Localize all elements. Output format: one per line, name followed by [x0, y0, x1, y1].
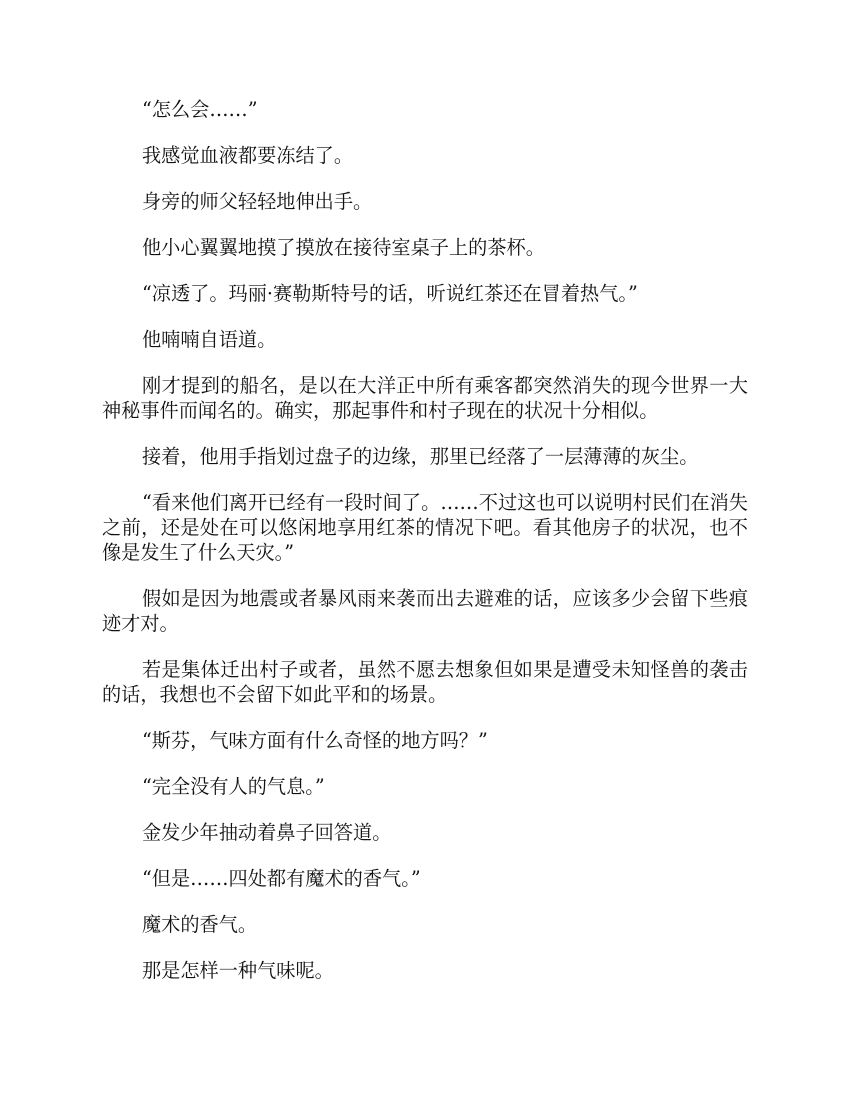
paragraph: 假如是因为地震或者暴风雨来袭而出去避难的话，应该多少会留下些痕迹才对。 — [102, 587, 748, 635]
paragraph: “怎么会……” — [142, 98, 258, 121]
paragraph: 金发少年抽动着鼻子回答道。 — [142, 821, 392, 844]
paragraph: 身旁的师父轻轻地伸出手。 — [142, 190, 373, 213]
paragraph: 他小心翼翼地摸了摸放在接待室桌子上的茶杯。 — [142, 236, 545, 259]
paragraph: “凉透了。玛丽·赛勒斯特号的话，听说红茶还在冒着热气。” — [142, 282, 638, 305]
paragraph: “完全没有人的气息。” — [142, 775, 325, 798]
paragraph: 我感觉血液都要冻结了。 — [142, 144, 354, 167]
paragraph: “看来他们离开已经有一段时间了。……不过这也可以说明村民们在消失之前，还是处在可以悠闲地享用红茶的情况下吧。看其他房子的状况，也不像是发生了什么天灾。” — [102, 491, 748, 564]
document-body — [102, 97, 748, 1004]
paragraph: 他喃喃自语道。 — [142, 328, 277, 351]
paragraph: 魔术的香气。 — [142, 913, 258, 936]
paragraph: 若是集体迁出村子或者，虽然不愿去想象但如果是遭受未知怪兽的袭击的话，我想也不会留下如此平和的场景。 — [102, 658, 748, 706]
paragraph: 那是怎样一种气味呢。 — [142, 959, 334, 982]
paragraph: “斯芬，气味方面有什么奇怪的地方吗？” — [142, 729, 488, 752]
paragraph: 接着，他用手指划过盘子的边缘，那里已经落了一层薄薄的灰尘。 — [142, 445, 699, 468]
paragraph: “但是……四处都有魔术的香气。” — [142, 867, 421, 890]
paragraph: 刚才提到的船名，是以在大洋正中所有乘客都突然消失的现今世界一大神秘事件而闻名的。确实，那起事件和村子现在的状况十分相似。 — [102, 374, 748, 422]
